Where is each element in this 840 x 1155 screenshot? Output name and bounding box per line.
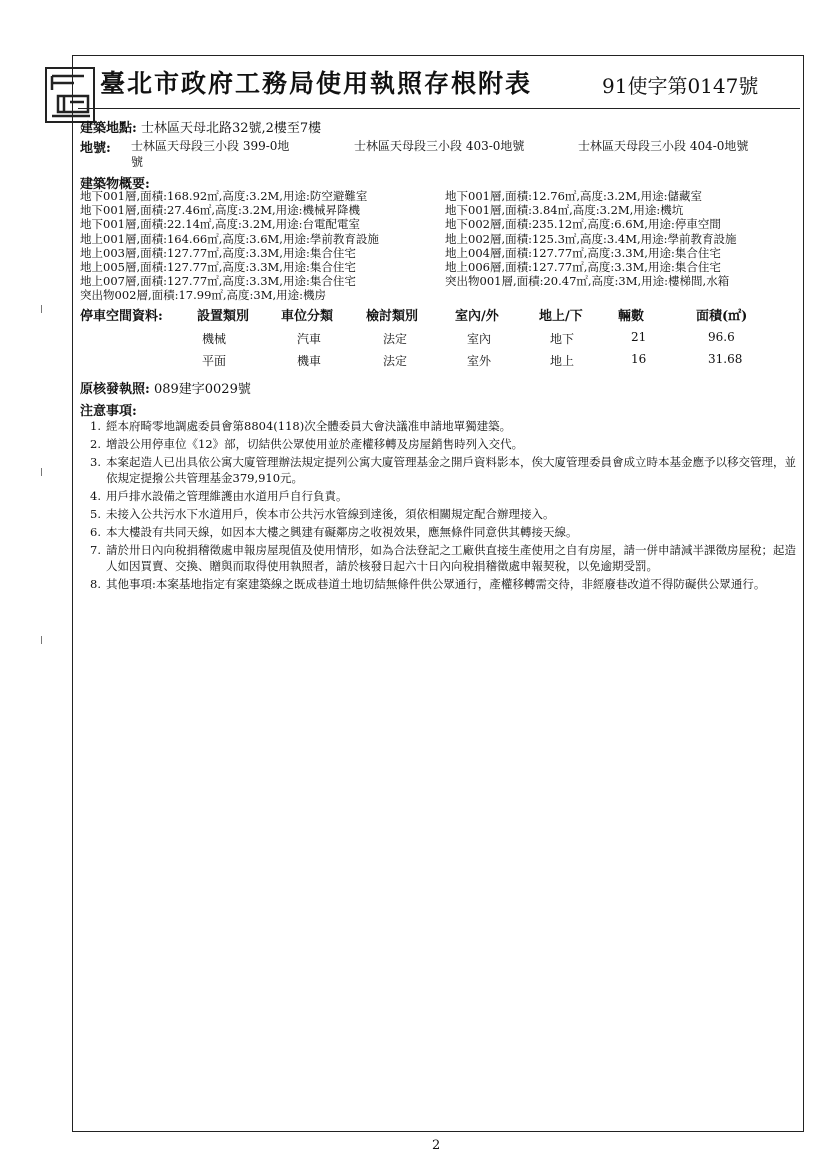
parking-row: [80, 352, 780, 372]
original-permit-value: 089建字0029號: [153, 382, 251, 397]
scan-mark: [41, 636, 42, 644]
parking-col-header: 輛數: [618, 309, 645, 324]
floor-entry: 地上001層,面積:164.66㎡,高度:3.6M,用途:學前教育設施: [80, 231, 379, 246]
note-number: 4.: [90, 489, 101, 503]
parking-header-row: [80, 305, 780, 325]
title-divider: [78, 108, 800, 109]
permit-number: 91使字第0147號: [602, 74, 759, 98]
parking-col-header: 地上/下: [539, 309, 583, 324]
parking-cell: 平面: [202, 354, 227, 368]
summary-label: 建築物概要:: [80, 177, 150, 192]
address-label: 建築地點:: [80, 121, 137, 136]
parking-cell: 汽車: [297, 332, 322, 346]
address-value: 士林區天母北路32號,2樓至7樓: [140, 121, 322, 136]
parking-cell: 16: [631, 352, 647, 366]
parking-label: 停車空間資料:: [80, 309, 163, 324]
original-permit-label: 原核發執照:: [80, 382, 150, 397]
land-label: 地號:: [80, 141, 111, 156]
note-number: 6.: [90, 525, 101, 539]
note-text: 其他事項:本案基地指定有案建築線之既成巷道土地切結無條件供公眾通行，產權移轉需交待，非經廢巷改道不得防礙供公眾通行。: [106, 577, 766, 591]
note-item: [90, 524, 804, 540]
parking-cell: 31.68: [708, 352, 743, 366]
scan-mark: [41, 305, 42, 313]
parking-col-header: 面積(㎡): [696, 309, 748, 324]
address-row: [80, 117, 321, 136]
note-item: [90, 506, 804, 522]
parking-cell: 室外: [467, 354, 492, 368]
original-permit-row: [80, 378, 251, 397]
floor-entry: 地下001層,面積:3.84㎡,高度:3.2M,用途:機坑: [445, 203, 684, 218]
floor-entry: 突出物001層,面積:20.47㎡,高度:3M,用途:樓梯間,水箱: [445, 274, 730, 289]
parking-cell: 機械: [202, 332, 227, 346]
note-number: 1.: [90, 419, 101, 433]
parking-cell: 機車: [297, 354, 322, 368]
land-lot: 士林區天母段三小段 399-0地號: [131, 139, 290, 169]
note-item: [90, 454, 804, 486]
floor-entry: 地下002層,面積:235.12㎡,高度:6.6M,用途:停車空間: [445, 217, 721, 232]
seal-stamp: [44, 66, 96, 124]
note-item: [90, 488, 804, 504]
note-number: 7.: [90, 543, 101, 557]
page-number: 2: [432, 1138, 441, 1153]
parking-col-header: 車位分類: [281, 309, 334, 324]
note-item: [90, 576, 804, 592]
note-text: 未接入公共污水下水道用戶，俟本市公共污水管線到達後，須依相關規定配合辦理接入。: [106, 507, 555, 521]
parking-col-header: 室內/外: [455, 309, 499, 324]
land-lot: 士林區天母段三小段 403-0地號: [354, 139, 525, 153]
floor-entry: 地下001層,面積:22.14㎡,高度:3.2M,用途:台電配電室: [80, 217, 361, 232]
note-text: 經本府畸零地調處委員會第8804(118)次全體委員大會決議准申請地單獨建築。: [106, 419, 512, 433]
floor-entry: 地上003層,面積:127.77㎡,高度:3.3M,用途:集合住宅: [80, 245, 356, 260]
scan-mark: [41, 468, 42, 476]
floor-entry: 地下001層,面積:12.76㎡,高度:3.2M,用途:儲藏室: [445, 189, 703, 203]
note-text: 用戶排水設備之管理維護由水道用戶自行負責。: [106, 489, 348, 503]
parking-cell: 21: [631, 330, 647, 344]
note-text: 請於卅日內向稅捐稽徵處申報房屋現值及使用情形，如為合法登記之工廠供直接生產使用之自有房屋，請一併申請減半課徵房屋稅；起造人如因買賣、交換、贈與而取得使用執照者，請於核發日起六十日內向稅捐稽徵處申報契稅，以免逾期受罰。: [106, 543, 796, 573]
note-number: 3.: [90, 455, 101, 469]
document-title: 臺北市政府工務局使用執照存根附表: [100, 69, 533, 98]
floor-entry: 地上005層,面積:127.77㎡,高度:3.3M,用途:集合住宅: [80, 260, 356, 275]
parking-cell: 室內: [467, 332, 492, 346]
parking-cell: 96.6: [708, 330, 735, 344]
summary-left-column: [80, 189, 379, 303]
note-item: [90, 542, 804, 574]
parking-col-header: 檢討類別: [366, 309, 419, 324]
floor-entry: 地上002層,面積:125.3㎡,高度:3.4M,用途:學前教育設施: [445, 231, 737, 246]
floor-entry: 地上006層,面積:127.77㎡,高度:3.3M,用途:集合住宅: [445, 260, 721, 275]
land-lot: 士林區天母段三小段 404-0地號: [578, 139, 749, 153]
floor-entry: 地下001層,面積:27.46㎡,高度:3.2M,用途:機械昇降機: [80, 203, 361, 218]
note-item: [90, 418, 804, 434]
note-item: [90, 436, 804, 452]
parking-cell: 法定: [383, 332, 408, 346]
parking-cell: 法定: [383, 354, 408, 368]
notes-label: 注意事項:: [80, 404, 137, 419]
parking-row: [80, 330, 780, 350]
note-number: 8.: [90, 577, 101, 591]
parking-cell: 地上: [550, 354, 575, 368]
parking-cell: 地下: [550, 332, 575, 346]
note-number: 2.: [90, 437, 101, 451]
note-text: 增設公用停車位《12》部，切結供公眾使用並於產權移轉及房屋銷售時列入交代。: [106, 437, 524, 451]
floor-entry: 突出物002層,面積:17.99㎡,高度:3M,用途:機房: [80, 288, 327, 303]
note-text: 本案起造人已出具依公寓大廈管理辦法規定提列公寓大廈管理基金之開戶資料影本，俟大廈管理委員會成立時本基金應予以移交管理，並依規定提撥公共管理基金379,910元。: [106, 455, 796, 485]
parking-col-header: 設置類別: [197, 309, 250, 324]
note-number: 5.: [90, 507, 101, 521]
summary-right-column: [445, 189, 737, 288]
floor-entry: 地上004層,面積:127.77㎡,高度:3.3M,用途:集合住宅: [445, 245, 721, 260]
floor-entry: 地上007層,面積:127.77㎡,高度:3.3M,用途:集合住宅: [80, 274, 356, 289]
notes-list: [90, 418, 804, 594]
floor-entry: 地下001層,面積:168.92㎡,高度:3.2M,用途:防空避難室: [80, 189, 368, 203]
note-text: 本大樓設有共同天線，如因本大樓之興建有礙鄰房之收視效果，應無條件同意供其轉接天線。: [106, 525, 578, 539]
